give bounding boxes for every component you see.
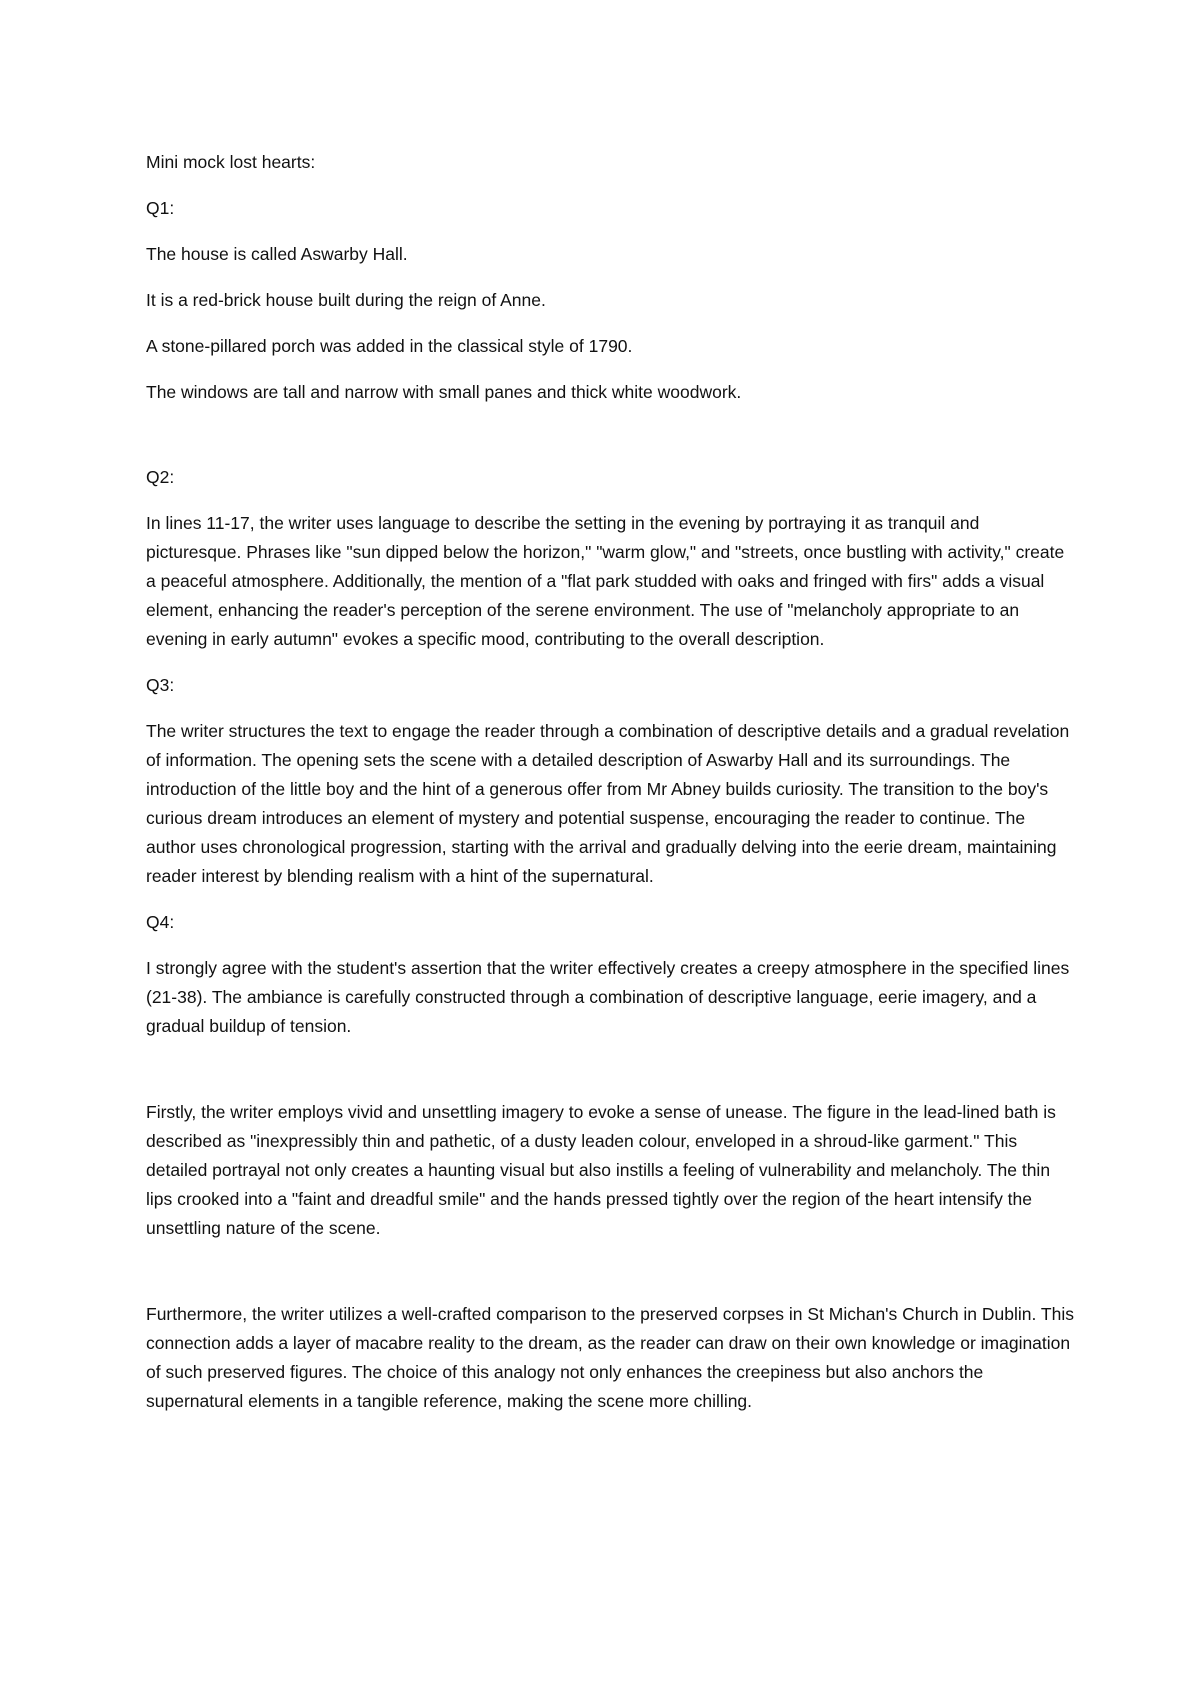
q1-line: The house is called Aswarby Hall.: [146, 244, 408, 264]
q4-paragraph: Furthermore, the writer utilizes a well-crafted comparison to the preserved corpses in St Michan's Church in Dublin. This connection adds a layer of macabre reality to the dream, as the reader can draw on their own knowledge or imagination of such preserved figures. The choice of this analogy not only enhances the creepiness but also anchors the supernatural elements in a tangible reference, making the scene more chilling.: [146, 1304, 1074, 1411]
document-page: [146, 148, 1076, 1433]
q4-paragraph: Firstly, the writer employs vivid and unsettling imagery to evoke a sense of unease. The figure in the lead-lined bath is described as "inexpressibly thin and pathetic, of a dusty leaden colour, enveloped in a shroud-like garment." This detailed portrayal not only creates a haunting visual but also instills a feeling of vulnerability and melancholy. The thin lips crooked into a "faint and dreadful smile" and the hands pressed tightly over the region of the heart intensify the unsettling nature of the scene.: [146, 1102, 1056, 1238]
document-title: Mini mock lost hearts:: [146, 152, 316, 172]
q2-label: Q2:: [146, 467, 175, 487]
q1-line: A stone-pillared porch was added in the classical style of 1790.: [146, 336, 633, 356]
q1-line: It is a red-brick house built during the reign of Anne.: [146, 290, 546, 310]
q3-answer: The writer structures the text to engage the reader through a combination of descriptive details and a gradual revelation of information. The opening sets the scene with a detailed description of Aswarby Hall and its surroundings. The introduction of the little boy and the hint of a generous offer from Mr Abney builds curiosity. The transition to the boy's curious dream introduces an element of mystery and potential suspense, encouraging the reader to continue. The author uses chronological progression, starting with the arrival and gradually delving into the eerie dream, maintaining reader interest by blending realism with a hint of the supernatural.: [146, 721, 1070, 886]
q1-label: Q1:: [146, 198, 175, 218]
q4-paragraph: I strongly agree with the student's assertion that the writer effectively creates a creepy atmosphere in the specified lines (21-38). The ambiance is carefully constructed through a combination of descriptive language, eerie imagery, and a gradual buildup of tension.: [146, 958, 1070, 1036]
q4-label: Q4:: [146, 912, 175, 932]
q3-label: Q3:: [146, 675, 175, 695]
q2-answer: In lines 11-17, the writer uses language to describe the setting in the evening by portraying it as tranquil and picturesque. Phrases like "sun dipped below the horizon," "warm glow," and "streets, once bustling with activity," create a peaceful atmosphere. Additionally, the mention of a "flat park studded with oaks and fringed with firs" adds a visual element, enhancing the reader's perception of the serene environment. The use of "melancholy appropriate to an evening in early autumn" evokes a specific mood, contributing to the overall description.: [146, 513, 1065, 649]
q1-line: The windows are tall and narrow with small panes and thick white woodwork.: [146, 382, 742, 402]
